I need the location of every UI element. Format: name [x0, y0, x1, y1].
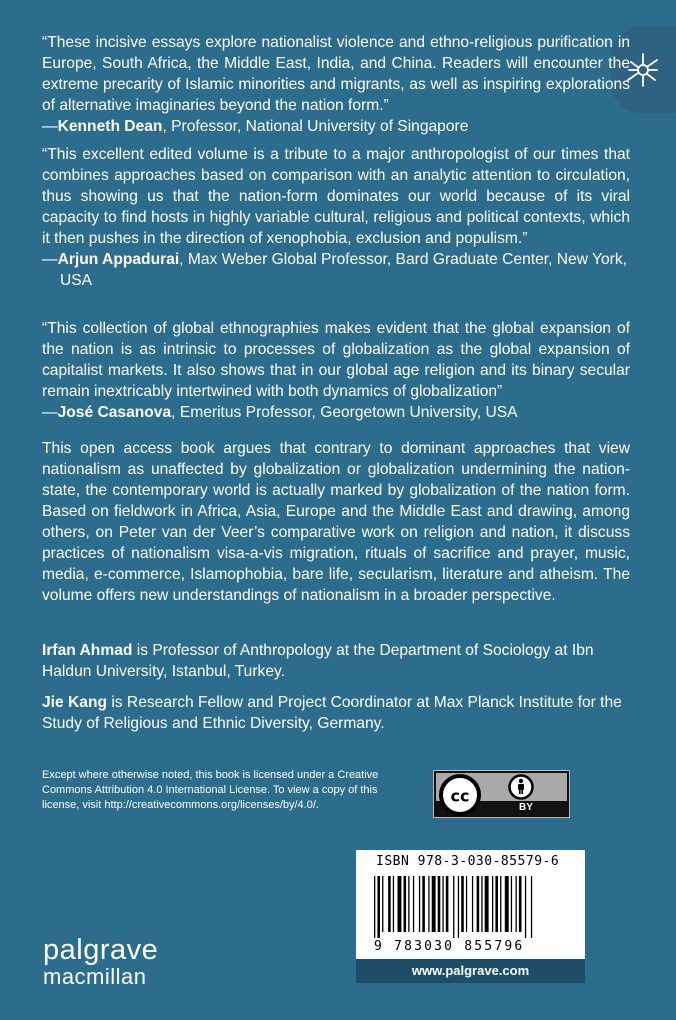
cc-by-badge[interactable]: [433, 770, 570, 818]
barcode-bar: [398, 876, 402, 932]
book-description: [42, 438, 630, 606]
barcode-bar: [446, 876, 449, 932]
barcode-bar: [419, 876, 420, 932]
barcode-bar: [388, 876, 391, 932]
barcode-bar: [516, 876, 517, 932]
quote-1: [42, 32, 630, 137]
cc-symbol: cc: [450, 786, 470, 806]
barcode-bar: [438, 876, 441, 932]
publisher-logo-line2: macmillan: [43, 964, 147, 989]
quote-2-affiliation: , Max Weber Global Professor, Bard Graduate Center, New York, USA: [60, 251, 627, 289]
barcode-bar: [458, 876, 459, 938]
quote-2: [42, 144, 630, 291]
creative-commons-icon: [438, 773, 482, 817]
barcode-bars: [370, 876, 570, 938]
publisher-logo: [43, 935, 158, 989]
barcode-bar: [374, 876, 375, 938]
barcode-bar: [382, 876, 383, 932]
quote-2-dash: —: [42, 251, 58, 268]
quote-3-author: José Casanova: [57, 404, 172, 421]
barcode-bar: [408, 876, 409, 932]
barcode-bar: [500, 876, 501, 932]
quote-3: [42, 318, 630, 423]
barcode-bar: [519, 876, 522, 932]
quote-1-affiliation: , Professor, National University of Singapore: [162, 118, 469, 135]
barcode-bar: [472, 876, 473, 932]
quote-3-affiliation: , Emeritus Professor, Georgetown University, USA: [171, 404, 518, 421]
publisher-url[interactable]: www.palgrave.com: [356, 959, 585, 983]
quote-3-dash: —: [42, 404, 58, 421]
editor-2-description: is Research Fellow and Project Coordinator at Max Planck Institute for the Study of Religious and Ethnic Diversity, Germany.: [42, 694, 622, 732]
quote-2-attribution: [42, 249, 630, 291]
editor-1-description: is Professor of Anthropology at the Department of Sociology at Ibn Haldun University, Istanbul, Turkey.: [42, 642, 594, 680]
barcode-bar: [461, 876, 464, 932]
isbn-barcode: [356, 850, 585, 959]
quote-1-text: “These incisive essays explore nationalist violence and ethno-religious purification in Europe, South Africa, the Middle East, India, and China. Readers will encounter the extreme precarity of Islamic minorities and migrants, as well as inspiring explorations of alternative imaginaries beyond the nation form.”: [42, 34, 630, 114]
quote-1-dash: —: [42, 118, 58, 135]
barcode-bar: [453, 876, 454, 938]
barcode-bar: [466, 876, 467, 932]
editor-2-name: Jie Kang: [42, 694, 107, 711]
barcode-bar: [442, 876, 443, 932]
quote-1-author: Kenneth Dean: [57, 118, 163, 135]
license-notice: Except where otherwise noted, this book is licensed under a Creative Commons Attribution 4.0 International License. To view a copy of this license, visit http://creativecommons.org/licenses/by/4.0/.: [42, 769, 379, 811]
publisher-logo-line1: palgrave: [43, 934, 159, 966]
barcode-bar: [511, 876, 512, 932]
barcode-bar: [505, 876, 509, 932]
barcode-bar: [525, 876, 526, 938]
quote-3-attribution: [42, 402, 630, 423]
barcode-bar: [492, 876, 493, 932]
quote-1-attribution: [42, 116, 630, 137]
barcode-bar: [413, 876, 414, 932]
description-text: This open access book argues that contrary to dominant approaches that view nationalism as unaffected by globalization or globalization undermining the nation-state, the contemporary world is actually marked by globalization of the nation form. Based on fieldwork in Africa, Asia, Europe and the Middle East and drawing, among others, on Peter van der Veer’s comparative work on religion and nation, it discuss practices of nationalism visa-a-vis migration, rituals of sacrifice and prayer, music, media, e-commerce, Islamophobia, bare life, secularism, literature and atheism. The volume offers new understandings of nationalism in a broader perspective.: [42, 440, 630, 604]
editor-1-bio: [42, 640, 630, 682]
barcode-bar: [485, 876, 489, 932]
editor-bio-2: [42, 692, 630, 734]
quote-2-text: “This excellent edited volume is a tribute to a major anthropologist of our times that combines approaches based on comparison with an analytic attention to circulation, thus showing us that the nation-form dominates our world because of its viral capacity to find hosts in highly variable cultural, religious and political contexts, which it then pushes in the direction of xenophobia, exclusion and populism.”: [42, 146, 630, 247]
barcode-bar: [531, 876, 532, 938]
barcode-bar: [481, 876, 482, 932]
barcode-bar: [428, 876, 429, 932]
barcode-digits: 9 783030 855796: [374, 939, 525, 954]
barcode-bar: [393, 876, 394, 932]
barcode-bar: [422, 876, 425, 932]
quote-3-text: “This collection of global ethnographies makes evident that the global expansion of the nation is as intrinsic to processes of globalization as the global expansion of capitalist markets. It also shows that in our global age religion and its binary secular remain inextricably intertwined with both dynamics of globalization”: [42, 320, 630, 400]
barcode-bar: [477, 876, 480, 932]
quote-2-author: Arjun Appadurai: [57, 251, 180, 268]
editor-bio-1: [42, 640, 630, 682]
editor-1-name: Irfan Ahmad: [42, 642, 133, 659]
cc-by-label: BY: [519, 802, 533, 813]
editor-2-bio: [42, 692, 630, 734]
barcode-bar: [495, 876, 498, 932]
barcode-bar: [404, 876, 407, 932]
barcode-bar: [377, 876, 380, 938]
attribution-person-icon: [508, 774, 534, 800]
isbn-label: ISBN 978-3-030-85579-6: [376, 854, 560, 869]
barcode-bar: [432, 876, 436, 932]
